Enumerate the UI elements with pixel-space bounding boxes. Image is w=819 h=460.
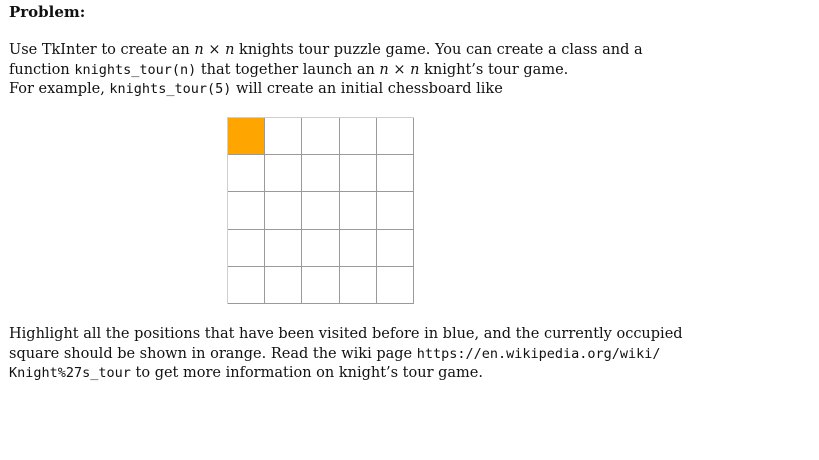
board-square[interactable] xyxy=(265,118,302,155)
math-times: × xyxy=(203,42,226,58)
board-square[interactable] xyxy=(302,267,339,304)
board-square[interactable] xyxy=(377,155,414,192)
statement-line-2 xyxy=(9,61,643,81)
math-n: n xyxy=(194,42,204,58)
code-example-call: knights_tour(5) xyxy=(109,81,232,97)
board-square[interactable] xyxy=(265,192,302,229)
board-square-current[interactable] xyxy=(228,118,265,155)
instructions-line-3 xyxy=(9,364,683,384)
text-segment: Use TkInter to create an xyxy=(9,42,195,58)
board-square[interactable] xyxy=(228,155,265,192)
board-square[interactable] xyxy=(265,155,302,192)
highlight-instructions xyxy=(9,325,683,384)
text-segment: knight’s tour game. xyxy=(419,61,569,78)
math-n: n xyxy=(225,42,235,58)
board-square[interactable] xyxy=(265,230,302,267)
board-square[interactable] xyxy=(228,267,265,304)
code-function-signature: knights_tour(n) xyxy=(74,61,197,78)
text-segment: to get more information on knight’s tour game. xyxy=(130,365,483,381)
wiki-url: https://en.wikipedia.org/wiki/ xyxy=(416,345,661,362)
math-n: n xyxy=(379,61,389,78)
board-square[interactable] xyxy=(228,192,265,229)
board-square[interactable] xyxy=(340,230,377,267)
wiki-url-continued: Knight%27s_tour xyxy=(9,365,131,381)
instructions-line-1: Highlight all the positions that have been visited before in blue, and the currently occupied xyxy=(9,326,683,342)
board-square[interactable] xyxy=(377,230,414,267)
chessboard xyxy=(227,117,414,304)
board-square[interactable] xyxy=(377,192,414,229)
board-square[interactable] xyxy=(340,192,377,229)
text-segment: knights tour puzzle game. You can create a class and a xyxy=(234,42,643,58)
board-square[interactable] xyxy=(302,230,339,267)
board-square[interactable] xyxy=(302,192,339,229)
statement-line-1 xyxy=(9,41,643,61)
text-segment: For example, xyxy=(9,81,110,97)
board-square[interactable] xyxy=(228,230,265,267)
board-square[interactable] xyxy=(377,118,414,155)
math-n: n xyxy=(410,61,420,78)
text-segment: square should be shown in orange. Read the wiki page xyxy=(9,345,417,362)
text-segment: that together launch an xyxy=(196,61,380,78)
math-times: × xyxy=(388,61,411,78)
board-square[interactable] xyxy=(265,267,302,304)
board-square[interactable] xyxy=(340,118,377,155)
board-square[interactable] xyxy=(302,155,339,192)
statement-line-3 xyxy=(9,80,643,100)
board-square[interactable] xyxy=(340,155,377,192)
problem-heading: Problem: xyxy=(9,3,86,21)
problem-statement xyxy=(9,41,643,100)
board-square[interactable] xyxy=(377,267,414,304)
instructions-line-2 xyxy=(9,345,683,365)
board-square[interactable] xyxy=(340,267,377,304)
text-segment: function xyxy=(9,61,75,78)
board-square[interactable] xyxy=(302,118,339,155)
text-segment: will create an initial chessboard like xyxy=(231,81,503,97)
